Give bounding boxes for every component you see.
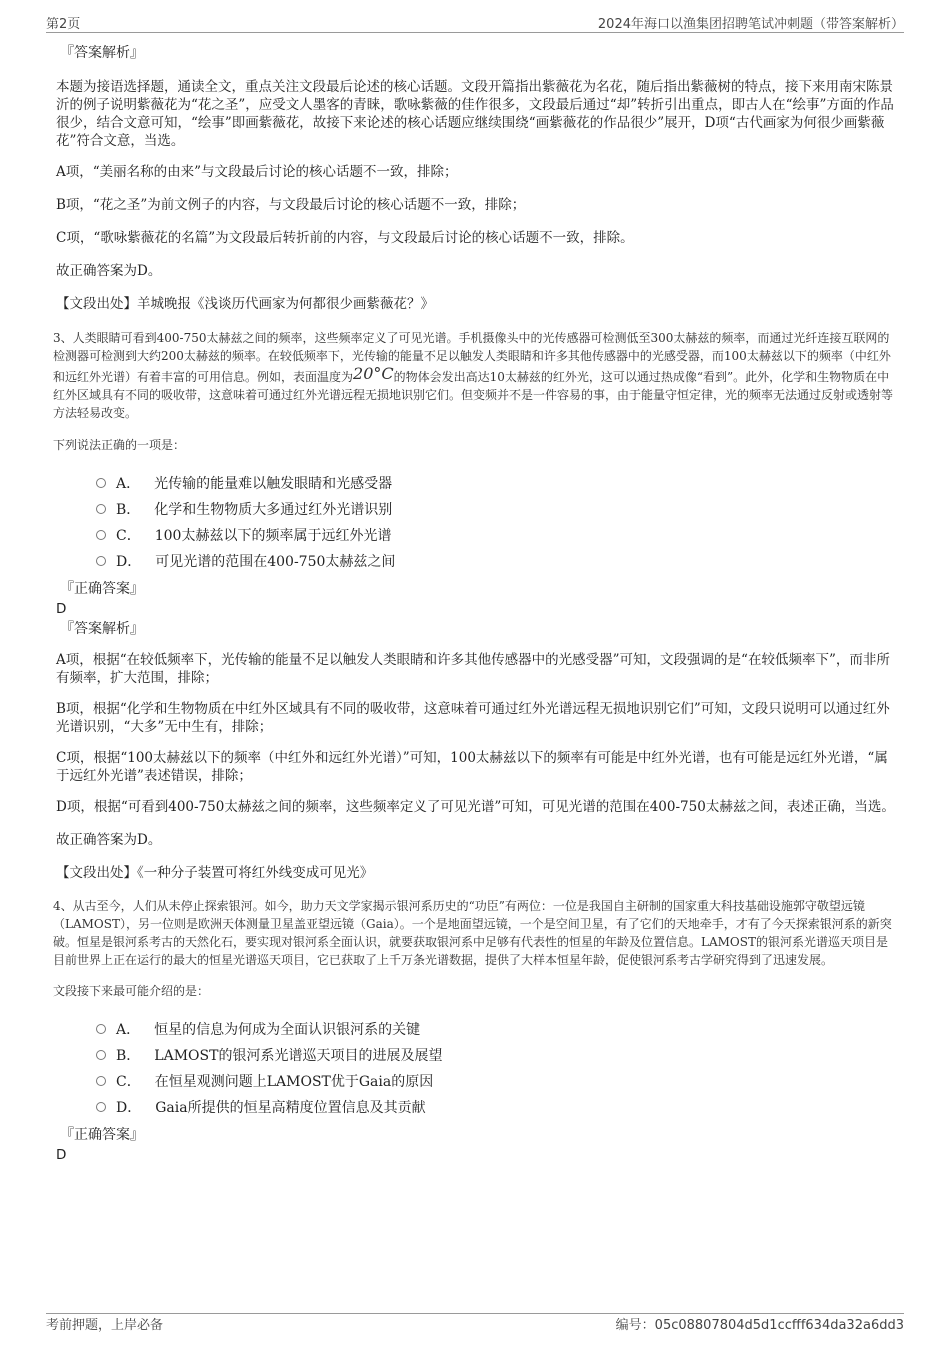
q2-item-c: C项，“歌咏紫薇花的名篇”为文段最后转折前的内容，与文段最后讨论的核心话题不一致，排除。 [56, 230, 634, 246]
option-letter: B． [116, 1048, 141, 1064]
q3-conclusion: 故正确答案为D。 [56, 832, 162, 848]
radio-icon[interactable] [96, 504, 106, 514]
option-letter: A． [116, 1022, 141, 1038]
q3-stem-part1: 3、人类眼睛可看到400-750太赫兹之间的频率，这些频率定义了可见光谱。手机摄像头中的光传感器可检测低至300太赫兹的频率，而通过光纤连接互联网的检测器可检测到大约200太赫兹的频率。在较低频率下，光传输的能量不足以触发人类眼睛和许多其他传感器中的光感受器，而100太赫兹以下的频率（中红外和远红外光谱）有着丰富的可用信息。例如，表面温度为 [53, 331, 891, 384]
q4-answer-label: 『正确答案』 [60, 1127, 144, 1143]
q3-answer-label: 『正确答案』 [60, 581, 144, 597]
option-letter: A． [116, 476, 141, 492]
q3-analysis-b: B项，根据“化学和生物物质在中红外区域具有不同的吸收带，这意味着可通过红外光谱远程无损地识别它们”可知，文段只说明可以通过红外光谱识别，“大多”无中生有，排除； [56, 701, 890, 735]
q2-item-b: B项，“花之圣”为前文例子的内容，与文段最后讨论的核心话题不一致，排除； [56, 197, 526, 213]
option-text: LAMOST的银河系光谱巡天项目的进展及展望 [154, 1048, 443, 1064]
q3-analysis-d: D项，根据“可看到400-750太赫兹之间的频率，这些频率定义了可见光谱”可知，可见光谱的范围在400-750太赫兹之间，表述正确，当选。 [56, 799, 895, 815]
q3-answer: D [56, 601, 67, 617]
q2-analysis-text: 本题为接语选择题，通读全文，重点关注文段最后论述的核心话题。文段开篇指出紫薇花为名花，随后指出紫薇树的特点，接下来用南宋陈景沂的例子说明紫薇花为“花之圣”，应受文人墨客的青睐，歌咏紫薇的佳作很多，文段最后通过“却”转折引出重点，即古人在“绘事”方面的作品很少，结合文意可知，“绘事”即画紫薇花，故接下来论述的核心话题应继续围绕“画紫薇花的作品很少”展开，D项“古代画家为何很少画紫薇花”符合文意，当选。 [56, 79, 894, 149]
q4-option-a[interactable] [96, 1016, 896, 1042]
page-number: 第2页 [46, 17, 81, 32]
option-text: 在恒星观测问题上LAMOST优于Gaia的原因 [154, 1074, 434, 1090]
option-letter: D． [116, 1100, 142, 1116]
footer-slogan: 考前押题，上岸必备 [46, 1318, 164, 1333]
radio-icon[interactable] [96, 530, 106, 540]
radio-icon[interactable] [96, 556, 106, 566]
radio-icon[interactable] [96, 1102, 106, 1112]
q3-analysis-c: C项，根据“100太赫兹以下的频率（中红外和远红外光谱）”可知，100太赫兹以下的频率有可能是中红外光谱，也有可能是远红外光谱，“属于远红外光谱”表述错误，排除； [56, 750, 888, 784]
q3-analysis-label: 『答案解析』 [60, 621, 144, 637]
radio-icon[interactable] [96, 1076, 106, 1086]
option-text: 光传输的能量难以触发眼睛和光感受器 [154, 476, 393, 492]
q4-option-c[interactable] [96, 1068, 896, 1094]
option-text: 化学和生物物质大多通过红外光谱识别 [154, 502, 393, 518]
q3-stem-part2: 的物体会发出高达10太赫兹的红外光，这可以通过热成像“看到”。此外，化学和生物物质在中红外区域具有不同的吸收带，这意味着可通过红外光谱远程无损地识别它们。但变频并不是一件容易的事，由于能量守恒定律，光的频率无法通过反射或透射等方法轻易改变。 [53, 370, 894, 420]
document-code: 编号：05c08807804d5d1ccfff634da32a6dd3 [615, 1318, 904, 1333]
temperature-formula: 20°C [353, 364, 394, 383]
q3-option-b[interactable] [96, 496, 896, 522]
q3-option-a[interactable] [96, 470, 896, 496]
option-letter: D． [116, 554, 142, 570]
option-text: Gaia所提供的恒星高精度位置信息及其贡献 [155, 1100, 426, 1116]
option-text: 恒星的信息为何成为全面认识银河系的关键 [154, 1022, 421, 1038]
q2-analysis-label: 『答案解析』 [60, 45, 144, 61]
q2-item-a: A项，“美丽名称的由来”与文段最后讨论的核心话题不一致，排除； [56, 164, 458, 180]
radio-icon[interactable] [96, 1024, 106, 1034]
q3-option-c[interactable] [96, 522, 896, 548]
document-title: 2024年海口以渔集团招聘笔试冲刺题（带答案解析） [597, 17, 904, 32]
header-divider [46, 32, 904, 33]
page-header [0, 0, 950, 34]
option-text: 100太赫兹以下的频率属于远红外光谱 [154, 528, 392, 544]
radio-icon[interactable] [96, 1050, 106, 1060]
q4-question: 文段接下来最可能介绍的是： [53, 984, 210, 998]
q4-option-b[interactable] [96, 1042, 896, 1068]
option-letter: B． [116, 502, 141, 518]
document-body [53, 44, 896, 1164]
q3-options [96, 470, 896, 574]
q3-stem [53, 329, 896, 422]
option-letter: C． [116, 1074, 141, 1090]
q3-question: 下列说法正确的一项是： [53, 438, 186, 452]
q4-answer: D [56, 1147, 67, 1163]
q4-option-d[interactable] [96, 1094, 896, 1120]
q2-conclusion: 故正确答案为D。 [56, 263, 162, 279]
q4-stem: 4、从古至今，人们从未停止探索银河。如今，助力天文学家揭示银河系历史的“功臣”有两位：一位是我国自主研制的国家重大科技基础设施郭守敬望远镜（LAMOST），另一位则是欧洲天体测量卫星盖亚望远镜（Gaia）。一个是地面望远镜，一个是空间卫星，有了它们的天地牵手，才有了今天探索银河系的新突破。恒星是银河系考古的天然化石，要实现对银河系全面认识，就要获取银河系中足够有代表性的恒星的年龄及位置信息。LAMOST的银河系光谱巡天项目是目前世界上正在运行的最大的恒星光谱巡天项目，它已获取了上千万条光谱数据，提供了大样本恒星年龄，促使银河系考古学研究得到了迅速发展。 [53, 899, 892, 967]
q4-options [96, 1016, 896, 1120]
q3-analysis-a: A项，根据“在较低频率下，光传输的能量不足以触发人类眼睛和许多其他传感器中的光感受器”可知，文段强调的是“在较低频率下”，而非所有频率，扩大范围，排除； [56, 652, 890, 686]
option-text: 可见光谱的范围在400-750太赫兹之间 [155, 554, 396, 570]
q3-source: 【文段出处】《一种分子装置可将红外线变成可见光》 [56, 865, 374, 881]
radio-icon[interactable] [96, 478, 106, 488]
q3-option-d[interactable] [96, 548, 896, 574]
q2-source: 【文段出处】羊城晚报《浅谈历代画家为何都很少画紫薇花？》 [56, 296, 434, 312]
option-letter: C． [116, 528, 141, 544]
